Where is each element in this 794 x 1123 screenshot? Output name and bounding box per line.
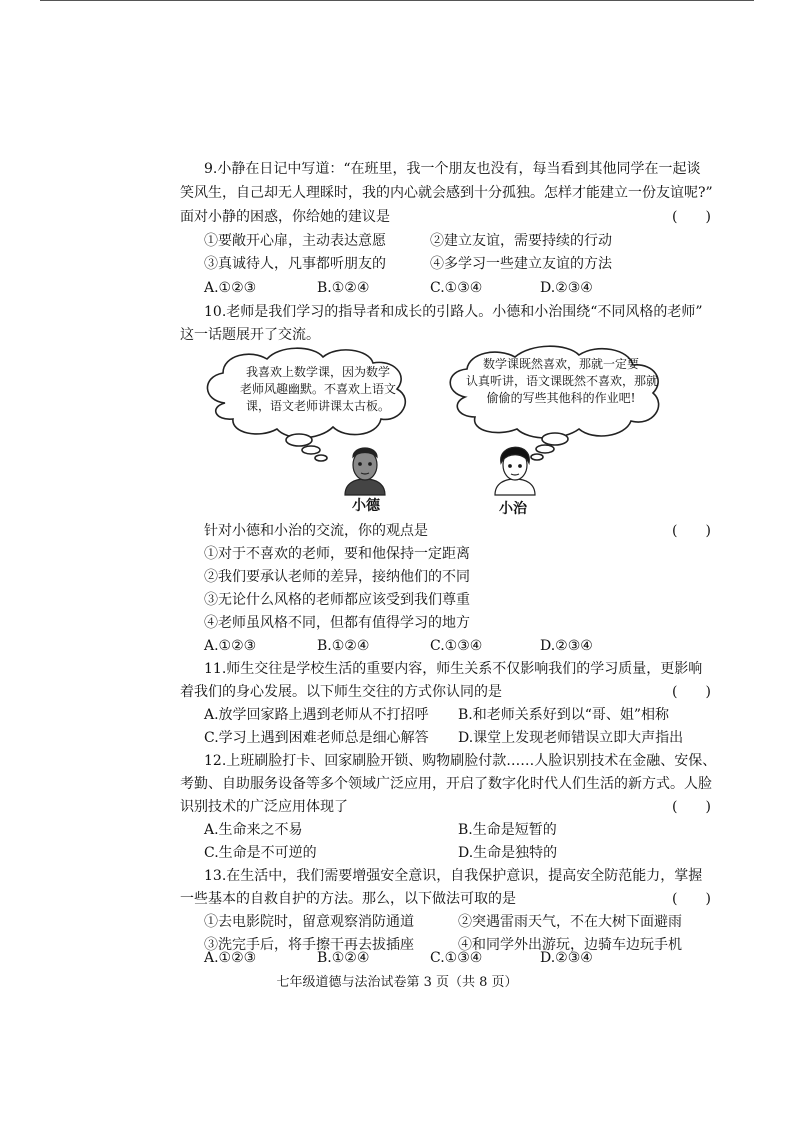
xiaozhi-avatar [495,447,535,495]
q10-item-2: ②我们要承认老师的差异，接纳他们的不同 [204,569,470,585]
q9-choice-d[interactable]: D.②③④ [540,280,593,296]
q12-line-1: 12.上班刷脸打卡、回家刷脸开锁、购物刷脸付款……人脸识别技术在金融、安保、 [204,753,717,769]
q13-item-2: ②突遇雷雨天气，不在大树下面避雨 [458,914,682,930]
left-bubble-text [238,364,398,415]
q11-choice-d[interactable]: D.课堂上发现老师错误立即大声指出 [458,730,684,746]
q9-item-1: ①要敞开心扉，主动表达意愿 [204,233,386,249]
right-bubble-text [466,356,659,407]
q13-choice-b[interactable]: B.①②④ [317,950,370,966]
q9-item-3: ③真诚待人，凡事都听朋友的 [204,256,386,272]
q12-choice-b[interactable]: B.生命是短暂的 [458,822,557,838]
q12-answer-paren[interactable]: ( ) [672,799,711,815]
q10-answer-paren[interactable]: ( ) [672,523,711,539]
right-bubble-line-2: 认真听讲，语文课既然不喜欢，那就 [466,374,659,388]
q11-line-2: 着我们的身心发展。以下师生交往的方式你认同的是 [180,684,502,700]
q9-choice-c[interactable]: C.①③④ [430,280,483,296]
q12-choice-c[interactable]: C.生命是不可逆的 [204,845,317,861]
q13-choice-c[interactable]: C.①③④ [430,950,483,966]
name-xiaozhi: 小治 [499,501,527,517]
q9-line-3: 面对小静的困惑，你给她的建议是 [180,209,390,225]
left-bubble-line-3: 课，语文老师讲课太古板。 [245,399,390,413]
q9-line-1: 9.小静在日记中写道：“在班里，我一个朋友也没有，每当看到其他同学在一起谈 [204,161,701,177]
q11-choice-c[interactable]: C.学习上遇到困难老师总是细心解答 [204,730,429,746]
q11-choice-a[interactable]: A.放学回家路上遇到老师从不打招呼 [204,707,429,723]
left-bubble-line-1: 我喜欢上数学课，因为数学 [245,365,390,379]
q10-item-4: ④老师虽风格不同，但都有值得学习的地方 [204,615,470,631]
right-bubble-line-1: 数学课既然喜欢，那就一定要 [482,357,639,371]
q11-choice-b[interactable]: B.和老师关系好到以“哥、姐”相称 [458,707,670,723]
xiaode-avatar [345,448,385,495]
q9-choice-a[interactable]: A.①②③ [204,280,257,296]
q13-line-2: 一些基本的自救自护的方法。那么，以下做法可取的是 [180,891,516,907]
q9-item-4: ④多学习一些建立友谊的方法 [430,256,612,272]
q12-choice-d[interactable]: D.生命是独特的 [458,845,558,861]
right-bubble-line-3: 偷偷的写些其他科的作业吧! [486,391,636,405]
q13-item-4: ④和同学外出游玩，边骑车边玩手机 [458,937,682,953]
q13-line-1: 13.在生活中，我们需要增强安全意识，自我保护意识，提高安全防范能力，掌握 [204,868,703,884]
q10-choice-a[interactable]: A.①②③ [204,638,257,654]
q13-item-1: ①去电影院时，留意观察消防通道 [204,914,414,930]
q10-line-1: 10.老师是我们学习的指导者和成长的引路人。小德和小治围绕“不同风格的老师” [204,304,703,320]
left-bubble-line-2: 老师风趣幽默。不喜欢上语文 [239,382,396,396]
q11-line-1: 11.师生交往是学校生活的重要内容，师生关系不仅影响我们的学习质量，更影响 [204,661,703,677]
q9-answer-paren[interactable]: ( ) [672,209,711,225]
q13-choice-a[interactable]: A.①②③ [204,950,257,966]
q13-choice-d[interactable]: D.②③④ [540,950,593,966]
q10-choice-b[interactable]: B.①②④ [317,638,370,654]
q10-stem: 针对小德和小治的交流，你的观点是 [204,523,428,539]
q9-line-2: 笑风生，自己却无人理睬时，我的内心就会感到十分孤独。怎样才能建立一份友谊呢?” [180,185,713,201]
q10-line-2: 这一话题展开了交流。 [180,327,320,343]
q12-line-3: 识别技术的广泛应用体现了 [180,799,348,815]
q13-answer-paren[interactable]: ( ) [672,891,711,907]
q12-choice-a[interactable]: A.生命来之不易 [204,822,303,838]
q12-line-2: 考勤、自助服务设备等多个领域广泛应用，开启了数字化时代人们生活的新方式。人脸 [180,776,712,792]
q9-item-2: ②建立友谊，需要持续的行动 [430,233,612,249]
page-footer: 七年级道德与法治试卷第 3 页（共 8 页） [276,975,518,990]
name-xiaode: 小德 [352,498,380,514]
q10-choice-d[interactable]: D.②③④ [540,638,593,654]
q10-item-1: ①对于不喜欢的老师，要和他保持一定距离 [204,546,470,562]
q10-item-3: ③无论什么风格的老师都应该受到我们尊重 [204,592,470,608]
q11-answer-paren[interactable]: ( ) [672,684,711,700]
q13-item-3: ③洗完手后，将手擦干再去拔插座 [204,937,414,953]
q10-choice-c[interactable]: C.①③④ [430,638,483,654]
q9-choice-b[interactable]: B.①②④ [317,280,370,296]
